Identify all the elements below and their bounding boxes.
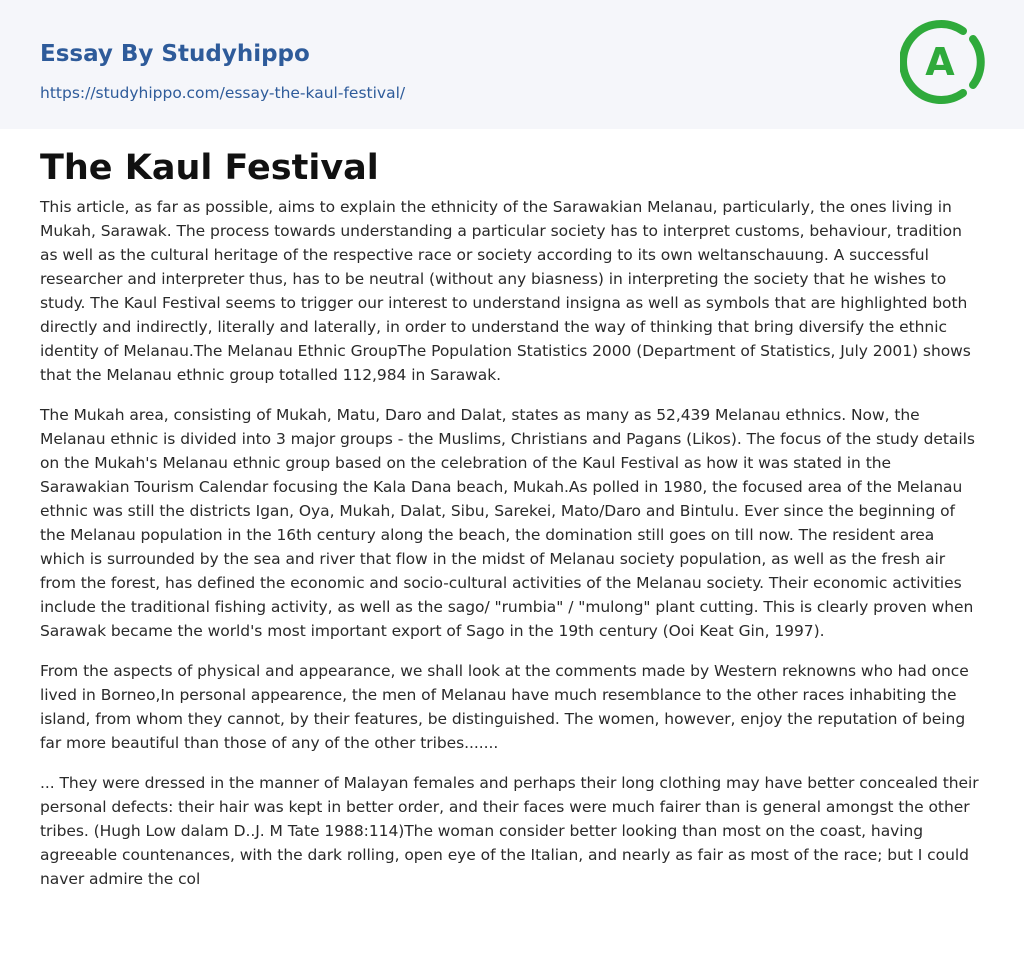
article-title: The Kaul Festival (40, 148, 379, 188)
article-paragraph: From the aspects of physical and appearance, we shall look at the comments made by Western reknowns who had once lived in Borneo,In personal appearence, the men of Melanau have much resemblance to the other races inhabiting the island, from whom they cannot, by their features, be distinguished. The women, however, enjoy the reputation of being far more beautiful than those of any of the other tribes....... (40, 662, 969, 752)
article-paragraph: The Mukah area, consisting of Mukah, Matu, Daro and Dalat, states as many as 52,439 Melanau ethnics. Now, the Melanau ethnic is divided into 3 major groups - the Muslims, Christians and Pagans (Likos). The focus of the study details on the Mukah's Melanau ethnic group based on the celebration of the Kaul Festival as how it was stated in the Sarawakian Tourism Calendar focusing the Kala Dana beach, Mukah.As polled in 1980, the focused area of the Melanau ethnic was still the districts Igan, Oya, Mukah, Dalat, Sibu, Sarekei, Mato/Daro and Bintulu. Ever since the beginning of the Melanau population in the 16th century along the beach, the domination still goes on till now. The resident area which is surrounded by the sea and river that flow in the midst of Melanau society population, as well as the fresh air from the forest, has defined the economic and socio-cultural activities of the Melanau society. Their economic activities include the traditional fishing activity, as well as the sago/ "rumbia" / "mulong" plant cutting. This is clearly proven when Sarawak became the world's most important export of Sago in the 19th century (Ooi Keat Gin, 1997). (40, 406, 975, 640)
essay-url-link[interactable]: https://studyhippo.com/essay-the-kaul-festival/ (40, 84, 406, 102)
studyhippo-logo-icon[interactable] (900, 19, 986, 105)
article-body (0, 129, 1024, 891)
site-header (0, 0, 1024, 129)
logo-letter: A (925, 40, 955, 84)
article-paragraph: This article, as far as possible, aims to explain the ethnicity of the Sarawakian Melanau, particularly, the ones living in Mukah, Sarawak. The process towards understanding a particular society has to interpret customs, behaviour, tradition as well as the cultural heritage of the respective race or society according to its own weltanschauung. A successful researcher and interpreter thus, has to be neutral (without any biasness) in interpreting the society that he wishes to study. The Kaul Festival seems to trigger our interest to understand insigna as well as symbols that are highlighted both directly and indirectly, literally and laterally, in order to understand the way of thinking that bring diversify the ethnic identity of Melanau.The Melanau Ethnic GroupThe Population Statistics 2000 (Department of Statistics, July 2001) shows that the Melanau ethnic group totalled 112,984 in Sarawak. (40, 198, 971, 384)
article-paragraph: ... They were dressed in the manner of Malayan females and perhaps their long clothing may have better concealed their personal defects: their hair was kept in better order, and their faces were much fairer than is general amongst the other tribes. (Hugh Low dalam D..J. M Tate 1988:114)The woman consider better looking than most on the coast, having agreeable countenances, with the dark rolling, open eye of the Italian, and nearly as fair as most of the race; but I could naver admire the col (40, 774, 979, 888)
site-brand[interactable]: Essay By Studyhippo (40, 41, 310, 67)
